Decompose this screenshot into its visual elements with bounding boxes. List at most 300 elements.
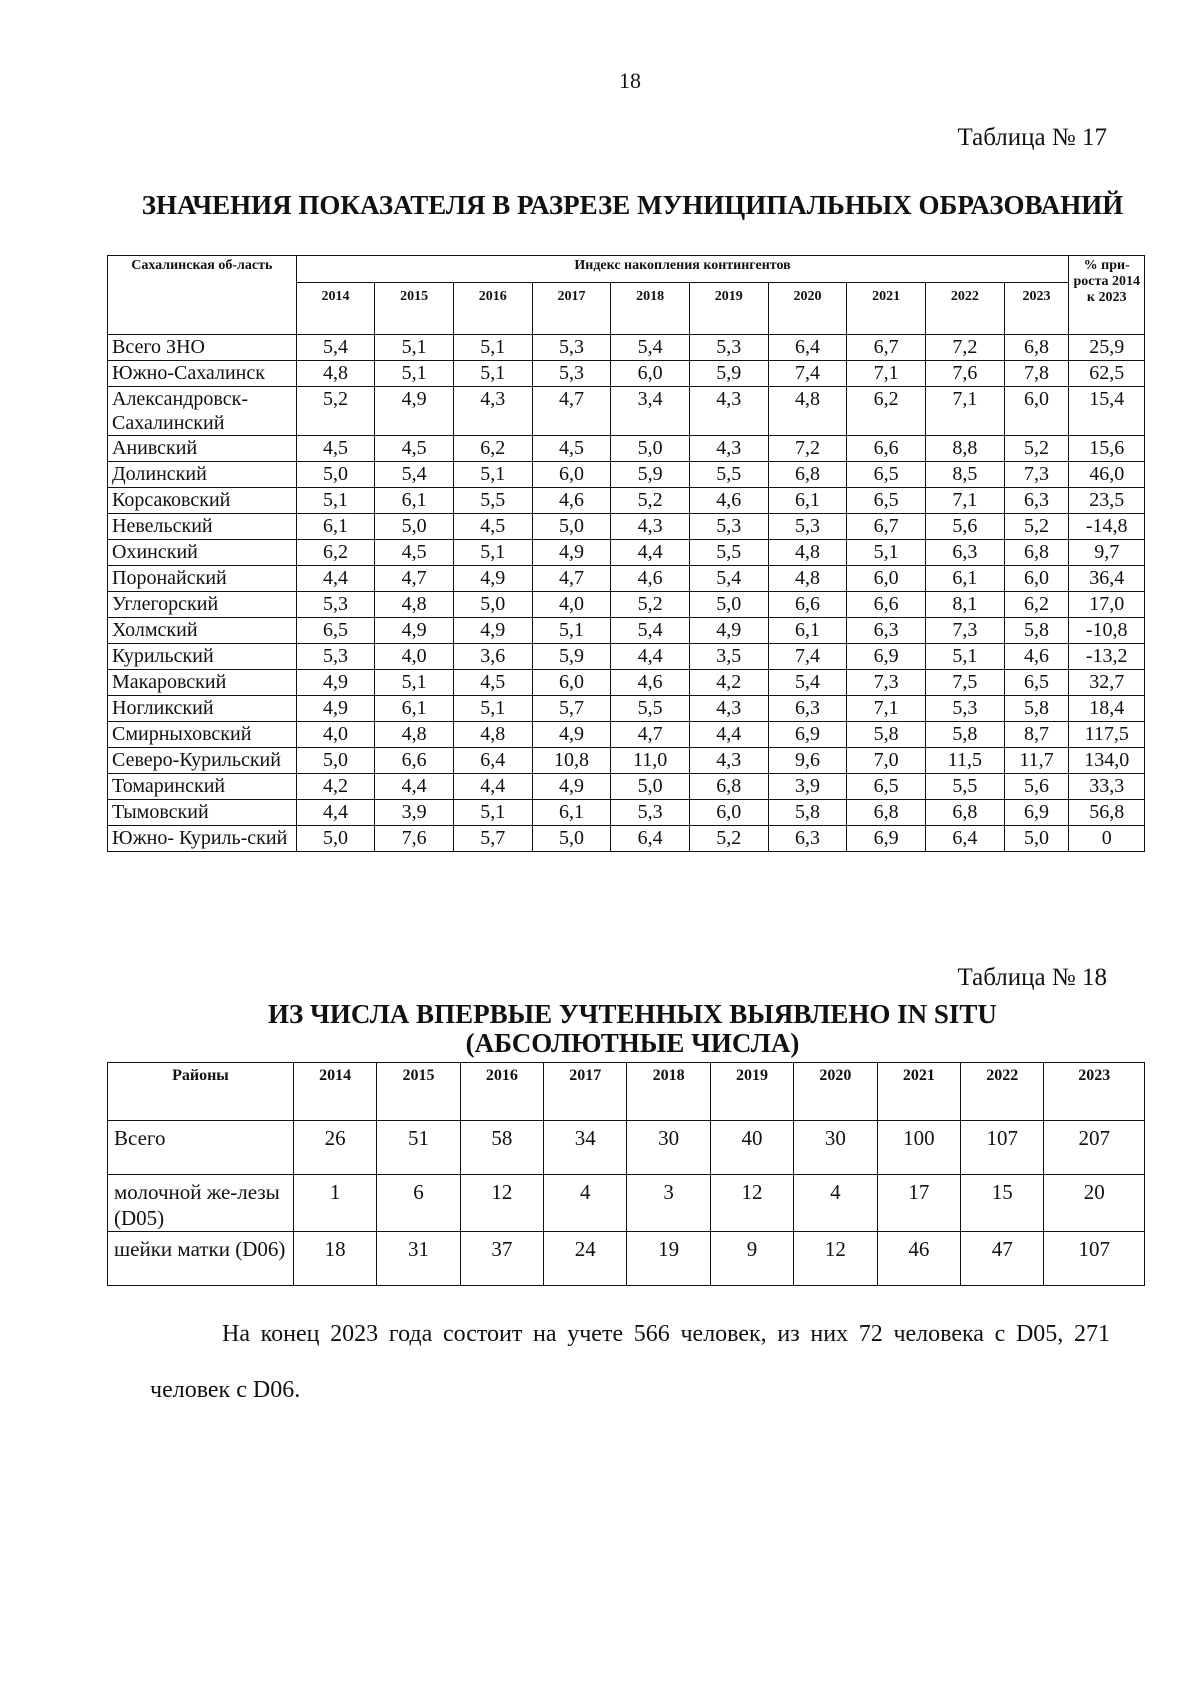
table17-cell: 6,0	[689, 800, 768, 826]
table17-cell: 6,1	[375, 696, 454, 722]
table17-region-name: Невельский	[108, 514, 297, 540]
table18-cell: 3	[627, 1175, 710, 1232]
table17-growth-cell: 32,7	[1069, 670, 1145, 696]
table17-cell: 7,5	[925, 670, 1004, 696]
table17-cell: 6,0	[1004, 566, 1069, 592]
table17-region-name: Южно- Куриль-ский	[108, 826, 297, 852]
table17-cell: 4,3	[611, 514, 690, 540]
table17-cell: 5,5	[925, 774, 1004, 800]
table17-cell: 4,3	[689, 387, 768, 436]
table17-cell: 5,4	[296, 335, 375, 361]
table18-cell: 1	[293, 1175, 376, 1232]
table17-cell: 5,5	[689, 462, 768, 488]
table17-cell: 5,3	[768, 514, 847, 540]
table17-region-name: Александровск-Сахалинский	[108, 387, 297, 436]
table18-header-region: Районы	[108, 1063, 294, 1121]
table17-cell: 4,9	[375, 387, 454, 436]
table17-cell: 4,6	[1004, 644, 1069, 670]
table17-cell: 4,3	[689, 436, 768, 462]
table17-cell: 6,1	[296, 514, 375, 540]
table18-year-header: 2014	[293, 1063, 376, 1121]
table17-row	[108, 387, 1145, 436]
table17-cell: 6,9	[768, 722, 847, 748]
table17-cell: 7,3	[925, 618, 1004, 644]
table18-row-name: молочной же-лезы (D05)	[108, 1175, 294, 1232]
table17-cell: 6,9	[847, 826, 926, 852]
table17-cell: 6,8	[847, 800, 926, 826]
table17-cell: 8,7	[1004, 722, 1069, 748]
table17-cell: 5,8	[768, 800, 847, 826]
table17-cell: 4,4	[611, 644, 690, 670]
table17-cell: 5,8	[1004, 618, 1069, 644]
table17-cell: 5,3	[532, 335, 611, 361]
table17-cell: 4,6	[689, 488, 768, 514]
table17-cell: 5,8	[925, 722, 1004, 748]
table18-cell: 9	[710, 1232, 793, 1286]
table18-cell: 46	[877, 1232, 960, 1286]
table17-row	[108, 826, 1145, 852]
table17-cell: 5,2	[1004, 514, 1069, 540]
table17-cell: 6,1	[768, 488, 847, 514]
table17-cell: 4,8	[453, 722, 532, 748]
table17-cell: 4,8	[768, 540, 847, 566]
table17-row	[108, 488, 1145, 514]
table18-cell: 24	[544, 1232, 627, 1286]
table17-cell: 4,7	[611, 722, 690, 748]
table17-cell: 4,4	[453, 774, 532, 800]
table17-cell: 5,0	[611, 436, 690, 462]
table17-growth-cell: 18,4	[1069, 696, 1145, 722]
table17-region-name: Долинский	[108, 462, 297, 488]
table17-cell: 5,1	[453, 335, 532, 361]
table17-cell: 11,7	[1004, 748, 1069, 774]
table17-cell: 5,4	[611, 618, 690, 644]
table18-row	[108, 1232, 1145, 1286]
table17-year-header: 2017	[532, 283, 611, 335]
table17-cell: 3,5	[689, 644, 768, 670]
table17-cell: 5,8	[847, 722, 926, 748]
table17-row	[108, 774, 1145, 800]
table17-cell: 5,0	[296, 826, 375, 852]
table17-growth-cell: 23,5	[1069, 488, 1145, 514]
table18-title-line2: (АБСОЛЮТНЫЕ ЧИСЛА)	[465, 1028, 800, 1058]
table18-cell: 31	[377, 1232, 460, 1286]
table17-header-group: Индекс накопления контингентов	[296, 256, 1069, 283]
table17-cell: 6,2	[847, 387, 926, 436]
table17-cell: 5,5	[689, 540, 768, 566]
table17-cell: 7,4	[768, 361, 847, 387]
table17-region-name: Южно-Сахалинск	[108, 361, 297, 387]
table17-growth-cell: 17,0	[1069, 592, 1145, 618]
table17-cell: 7,3	[847, 670, 926, 696]
summary-text: На конец 2023 года состоит на учете 566 человек, из них 72 человека с D05, 271 человек с D06.	[150, 1321, 1110, 1403]
table17-cell: 5,3	[532, 361, 611, 387]
table17-cell: 6,2	[453, 436, 532, 462]
table17-row	[108, 618, 1145, 644]
table17-region-name: Курильский	[108, 644, 297, 670]
table18-row	[108, 1175, 1145, 1232]
table17-cell: 5,4	[611, 335, 690, 361]
table17-row	[108, 696, 1145, 722]
table17-row	[108, 748, 1145, 774]
table17-cell: 6,3	[768, 696, 847, 722]
table17-cell: 5,0	[532, 826, 611, 852]
table17-region-name: Холмский	[108, 618, 297, 644]
table17-cell: 4,3	[453, 387, 532, 436]
table17-row	[108, 722, 1145, 748]
table17-cell: 6,1	[768, 618, 847, 644]
table18-year-header: 2016	[460, 1063, 543, 1121]
table17	[107, 255, 1145, 852]
table17-row	[108, 436, 1145, 462]
table17-growth-cell: 0	[1069, 826, 1145, 852]
table18-cell: 207	[1044, 1121, 1145, 1175]
table17-cell: 5,1	[453, 800, 532, 826]
table17-cell: 4,9	[453, 618, 532, 644]
table17-growth-cell: 117,5	[1069, 722, 1145, 748]
table17-cell: 4,7	[532, 566, 611, 592]
table17-cell: 5,0	[1004, 826, 1069, 852]
table17-cell: 5,7	[453, 826, 532, 852]
table18-row	[108, 1121, 1145, 1175]
table17-cell: 6,4	[611, 826, 690, 852]
table17-year-header: 2023	[1004, 283, 1069, 335]
table17-region-name: Северо-Курильский	[108, 748, 297, 774]
table17-cell: 6,5	[296, 618, 375, 644]
table17-cell: 6,5	[847, 488, 926, 514]
table18-cell: 17	[877, 1175, 960, 1232]
table17-header-growth: % при-роста 2014 к 2023	[1069, 256, 1145, 335]
table18-cell: 20	[1044, 1175, 1145, 1232]
table17-cell: 5,4	[375, 462, 454, 488]
table17-cell: 6,9	[1004, 800, 1069, 826]
table17-year-header: 2016	[453, 283, 532, 335]
table17-cell: 4,2	[689, 670, 768, 696]
table17-cell: 4,4	[296, 566, 375, 592]
table17-cell: 6,8	[1004, 540, 1069, 566]
table18-cell: 100	[877, 1121, 960, 1175]
table17-cell: 8,5	[925, 462, 1004, 488]
table17-cell: 6,8	[925, 800, 1004, 826]
table17-cell: 6,0	[847, 566, 926, 592]
table17-cell: 6,5	[847, 774, 926, 800]
table17-cell: 5,3	[611, 800, 690, 826]
table17-region-name: Ногликский	[108, 696, 297, 722]
table17-cell: 6,7	[847, 335, 926, 361]
table17-cell: 4,8	[375, 592, 454, 618]
table18-cell: 40	[710, 1121, 793, 1175]
table17-cell: 6,9	[847, 644, 926, 670]
table17-cell: 6,5	[847, 462, 926, 488]
table17-cell: 5,1	[375, 361, 454, 387]
table17-cell: 7,1	[847, 696, 926, 722]
table17-cell: 5,0	[296, 462, 375, 488]
table17-region-name: Анивский	[108, 436, 297, 462]
table17-cell: 4,4	[375, 774, 454, 800]
table17-cell: 5,8	[1004, 696, 1069, 722]
table17-row	[108, 514, 1145, 540]
table17-cell: 4,4	[689, 722, 768, 748]
table17-year-header: 2021	[847, 283, 926, 335]
table17-cell: 5,1	[375, 670, 454, 696]
table17-cell: 5,3	[689, 335, 768, 361]
table17-cell: 4,3	[689, 696, 768, 722]
table17-cell: 7,0	[847, 748, 926, 774]
table17-cell: 3,9	[375, 800, 454, 826]
table17-cell: 11,5	[925, 748, 1004, 774]
table17-cell: 4,2	[296, 774, 375, 800]
table18-cell: 30	[794, 1121, 877, 1175]
table17-cell: 4,5	[375, 436, 454, 462]
table17-cell: 4,6	[611, 566, 690, 592]
table17-cell: 5,6	[925, 514, 1004, 540]
table17-caption: Таблица № 17	[957, 124, 1107, 151]
table18-year-header: 2020	[794, 1063, 877, 1121]
table18-cell: 12	[460, 1175, 543, 1232]
table18-row-name: шейки матки (D06)	[108, 1232, 294, 1286]
table17-cell: 5,3	[296, 644, 375, 670]
table17-year-header: 2022	[925, 283, 1004, 335]
table17-growth-cell: 36,4	[1069, 566, 1145, 592]
table17-cell: 7,3	[1004, 462, 1069, 488]
table18-cell: 18	[293, 1232, 376, 1286]
table17-cell: 6,2	[1004, 592, 1069, 618]
table18-cell: 12	[710, 1175, 793, 1232]
table17-growth-cell: -10,8	[1069, 618, 1145, 644]
table17-row	[108, 335, 1145, 361]
table17-cell: 5,1	[453, 540, 532, 566]
table17-cell: 4,6	[532, 488, 611, 514]
table18-year-header: 2019	[710, 1063, 793, 1121]
table17-cell: 6,1	[925, 566, 1004, 592]
table17-region-name: Всего ЗНО	[108, 335, 297, 361]
table17-header-region: Сахалинская об-ласть	[108, 256, 297, 335]
table17-cell: 4,8	[296, 361, 375, 387]
table17-cell: 5,1	[453, 361, 532, 387]
table17-cell: 7,2	[925, 335, 1004, 361]
table17-cell: 5,0	[611, 774, 690, 800]
table17-cell: 6,8	[1004, 335, 1069, 361]
table17-cell: 6,6	[768, 592, 847, 618]
table17-cell: 5,7	[532, 696, 611, 722]
table17-growth-cell: 56,8	[1069, 800, 1145, 826]
table17-cell: 5,9	[532, 644, 611, 670]
table17-region-name: Охинский	[108, 540, 297, 566]
table17-cell: 5,0	[689, 592, 768, 618]
table17-row	[108, 462, 1145, 488]
table17-cell: 4,9	[296, 670, 375, 696]
table17-cell: 4,8	[768, 566, 847, 592]
table17-cell: 5,1	[296, 488, 375, 514]
table17-cell: 5,1	[453, 462, 532, 488]
table17-cell: 4,4	[611, 540, 690, 566]
table17-cell: 7,6	[375, 826, 454, 852]
table17-cell: 6,6	[847, 436, 926, 462]
table17-cell: 5,2	[296, 387, 375, 436]
table17-cell: 4,6	[611, 670, 690, 696]
table18	[107, 1062, 1145, 1286]
table17-year-header: 2014	[296, 283, 375, 335]
table17-cell: 4,9	[689, 618, 768, 644]
table17-cell: 5,1	[453, 696, 532, 722]
table17-cell: 5,4	[768, 670, 847, 696]
table17-cell: 4,7	[375, 566, 454, 592]
table18-cell: 4	[544, 1175, 627, 1232]
table18-title-line1: ИЗ ЧИСЛА ВПЕРВЫЕ УЧТЕННЫХ ВЫЯВЛЕНО IN SITU	[268, 999, 997, 1029]
table17-growth-cell: 15,6	[1069, 436, 1145, 462]
table17-cell: 11,0	[611, 748, 690, 774]
table17-cell: 5,3	[296, 592, 375, 618]
table17-growth-cell: 33,3	[1069, 774, 1145, 800]
table17-cell: 5,1	[925, 644, 1004, 670]
table17-cell: 5,3	[689, 514, 768, 540]
table17-cell: 6,4	[925, 826, 1004, 852]
table18-cell: 34	[544, 1121, 627, 1175]
table17-cell: 5,6	[1004, 774, 1069, 800]
table17-cell: 6,5	[1004, 670, 1069, 696]
table17-cell: 4,8	[768, 387, 847, 436]
table18-cell: 4	[794, 1175, 877, 1232]
table17-cell: 3,6	[453, 644, 532, 670]
table17-cell: 6,6	[847, 592, 926, 618]
table17-cell: 4,0	[375, 644, 454, 670]
table17-region-name: Поронайский	[108, 566, 297, 592]
table17-cell: 7,8	[1004, 361, 1069, 387]
table17-cell: 3,9	[768, 774, 847, 800]
table17-cell: 5,5	[453, 488, 532, 514]
table18-cell: 26	[293, 1121, 376, 1175]
table17-cell: 5,1	[532, 618, 611, 644]
table17-cell: 6,8	[768, 462, 847, 488]
table18-caption: Таблица № 18	[957, 964, 1107, 991]
table18-cell: 19	[627, 1232, 710, 1286]
table18-year-header: 2017	[544, 1063, 627, 1121]
table17-cell: 5,0	[375, 514, 454, 540]
table17-cell: 4,0	[296, 722, 375, 748]
table18-cell: 47	[961, 1232, 1044, 1286]
table17-cell: 4,7	[532, 387, 611, 436]
table17-growth-cell: 46,0	[1069, 462, 1145, 488]
table17-cell: 6,7	[847, 514, 926, 540]
table17-cell: 7,4	[768, 644, 847, 670]
table17-cell: 5,3	[925, 696, 1004, 722]
table17-growth-cell: 9,7	[1069, 540, 1145, 566]
table17-cell: 5,1	[375, 335, 454, 361]
table17-cell: 5,9	[611, 462, 690, 488]
table17-cell: 7,1	[925, 387, 1004, 436]
table17-cell: 5,2	[611, 488, 690, 514]
table17-cell: 5,0	[453, 592, 532, 618]
table18-cell: 12	[794, 1232, 877, 1286]
table17-cell: 4,9	[532, 722, 611, 748]
table17-growth-cell: 134,0	[1069, 748, 1145, 774]
summary-paragraph	[150, 1306, 1110, 1418]
table17-growth-cell: 15,4	[1069, 387, 1145, 436]
table17-cell: 7,6	[925, 361, 1004, 387]
table17-growth-cell: 62,5	[1069, 361, 1145, 387]
table18-year-header: 2015	[377, 1063, 460, 1121]
table17-cell: 4,5	[453, 670, 532, 696]
table18-cell: 30	[627, 1121, 710, 1175]
table17-cell: 4,9	[532, 774, 611, 800]
table17-cell: 6,0	[532, 462, 611, 488]
table18-year-header: 2022	[961, 1063, 1044, 1121]
table17-cell: 6,1	[532, 800, 611, 826]
table17-cell: 4,5	[453, 514, 532, 540]
table17-cell: 5,9	[689, 361, 768, 387]
table17-cell: 6,3	[925, 540, 1004, 566]
table17-cell: 4,8	[375, 722, 454, 748]
table17-row	[108, 566, 1145, 592]
table17-row	[108, 644, 1145, 670]
table17-row	[108, 670, 1145, 696]
table18-cell: 107	[961, 1121, 1044, 1175]
table17-cell: 6,6	[375, 748, 454, 774]
table17-cell: 4,5	[532, 436, 611, 462]
table17-cell: 10,8	[532, 748, 611, 774]
table17-cell: 7,1	[847, 361, 926, 387]
table18-row-name: Всего	[108, 1121, 294, 1175]
table17-row	[108, 592, 1145, 618]
table17-cell: 6,0	[532, 670, 611, 696]
table17-cell: 6,4	[768, 335, 847, 361]
table17-cell: 8,8	[925, 436, 1004, 462]
table17-cell: 9,6	[768, 748, 847, 774]
table17-cell: 4,9	[296, 696, 375, 722]
table17-cell: 3,4	[611, 387, 690, 436]
table17-year-header: 2018	[611, 283, 690, 335]
table17-cell: 6,4	[453, 748, 532, 774]
table17-growth-cell: -13,2	[1069, 644, 1145, 670]
table17-cell: 6,3	[768, 826, 847, 852]
table17-row	[108, 540, 1145, 566]
page-number: 18	[619, 68, 641, 93]
table17-cell: 4,5	[296, 436, 375, 462]
table17-cell: 5,2	[689, 826, 768, 852]
table17-row	[108, 800, 1145, 826]
table17-cell: 4,0	[532, 592, 611, 618]
table18-cell: 15	[961, 1175, 1044, 1232]
table17-title: ЗНАЧЕНИЯ ПОКАЗАТЕЛЯ В РАЗРЕЗЕ МУНИЦИПАЛЬНЫХ ОБРАЗОВАНИЙ	[141, 190, 1124, 220]
table17-cell: 5,2	[1004, 436, 1069, 462]
table17-cell: 4,9	[375, 618, 454, 644]
table17-cell: 5,0	[296, 748, 375, 774]
table17-year-header: 2015	[375, 283, 454, 335]
table18-year-header: 2023	[1044, 1063, 1145, 1121]
table18-cell: 107	[1044, 1232, 1145, 1286]
table18-cell: 6	[377, 1175, 460, 1232]
table17-region-name: Томаринский	[108, 774, 297, 800]
table17-row	[108, 361, 1145, 387]
table17-year-header: 2019	[689, 283, 768, 335]
table18-year-header: 2018	[627, 1063, 710, 1121]
table17-region-name: Углегорский	[108, 592, 297, 618]
table17-cell: 4,3	[689, 748, 768, 774]
table18-cell: 51	[377, 1121, 460, 1175]
table17-growth-cell: -14,8	[1069, 514, 1145, 540]
table17-region-name: Тымовский	[108, 800, 297, 826]
table17-cell: 4,9	[532, 540, 611, 566]
table18-cell: 58	[460, 1121, 543, 1175]
table18-cell: 37	[460, 1232, 543, 1286]
table17-cell: 6,1	[375, 488, 454, 514]
table17-cell: 4,4	[296, 800, 375, 826]
table17-cell: 6,8	[689, 774, 768, 800]
table17-year-header: 2020	[768, 283, 847, 335]
table18-title	[100, 1000, 1165, 1058]
table17-cell: 6,0	[1004, 387, 1069, 436]
table17-cell: 5,5	[611, 696, 690, 722]
